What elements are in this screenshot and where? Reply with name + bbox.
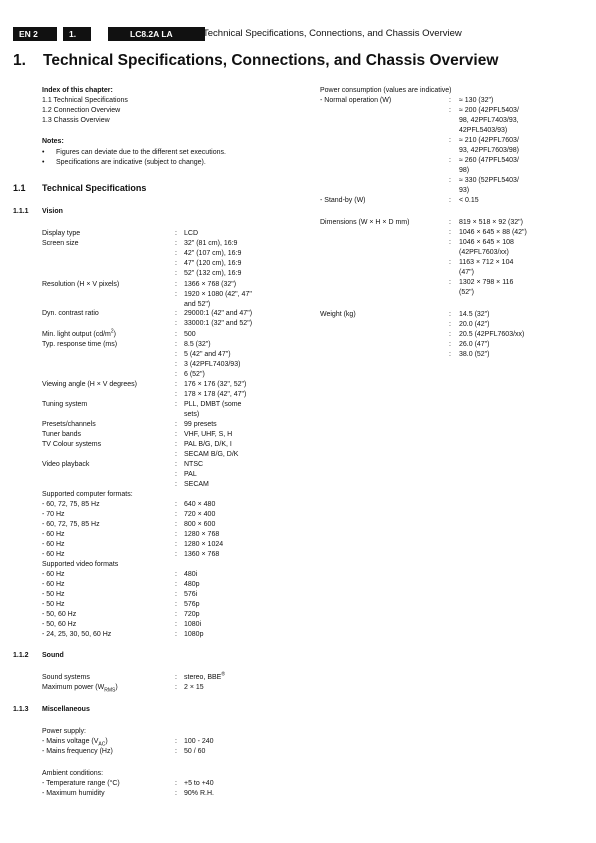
section-tag: EN 2	[13, 27, 57, 41]
format-res: 576p	[184, 601, 200, 608]
spec-value: 20.5 (42PFL7603/xx)	[459, 331, 525, 338]
spec-value: PLL, DMBT (some	[184, 401, 242, 408]
spec-value: 176 × 176 (32", 52")	[184, 381, 247, 388]
format-res: 1280 × 768	[184, 531, 220, 538]
spec-label: - Mains voltage $(V_{AC})$	[42, 738, 108, 748]
spec-label: Resolution (H × V pixels)	[42, 281, 120, 288]
spec-value: 42" (107 cm), 16:9	[184, 250, 242, 257]
chapter-title: Technical Specifications, Connections, and Chassis Overview	[43, 52, 499, 69]
spec-value: 819 × 518 × 92 (32")	[459, 219, 523, 226]
colon: :	[449, 137, 451, 144]
spec-value: 1302 × 798 × 116	[459, 279, 514, 286]
spec-label: - Temperature range (°C)	[42, 780, 120, 787]
colon: :	[449, 239, 451, 246]
format-freq: - 24, 25, 30, 50, 60 Hz	[42, 631, 112, 638]
colon: :	[449, 219, 451, 226]
subsection-number: 1.1.2	[13, 652, 29, 659]
spec-label: - Normal operation (W)	[320, 97, 392, 104]
colon: :	[175, 230, 177, 237]
colon: :	[175, 684, 177, 691]
spec-label: Dimensions (W × H × D mm)	[320, 219, 410, 226]
note-item: • Specifications are indicative (subject to change).	[56, 158, 206, 168]
colon: :	[175, 511, 177, 518]
colon: :	[175, 621, 177, 628]
note-item: • Figures can deviate due to the different set executions.	[56, 148, 226, 158]
colon: :	[449, 279, 451, 286]
spec-value: PAL B/G, D/K, I	[184, 441, 232, 448]
spec-value: 100 - 240	[184, 738, 214, 745]
colon: :	[175, 310, 177, 317]
spec-value: 3 (42PFL7403/93)	[184, 361, 241, 368]
colon: :	[175, 748, 177, 755]
colon: :	[449, 177, 451, 184]
subsection-number: 1.1.1	[13, 208, 29, 215]
format-res: 720 × 400	[184, 511, 216, 518]
spec-value: 26.0 (47")	[459, 341, 490, 348]
colon: :	[175, 250, 177, 257]
running-title: Technical Specifications, Connections, and Chassis Overview	[203, 28, 462, 39]
format-res: 1080p	[184, 631, 204, 638]
format-freq: - 50 Hz	[42, 601, 65, 608]
format-res: 640 × 480	[184, 501, 216, 508]
spec-label: Weight (kg)	[320, 311, 356, 318]
spec-value: stereo, BBE®	[184, 671, 226, 681]
spec-label: Display type	[42, 230, 81, 237]
spec-value: 500	[184, 331, 196, 338]
colon: :	[175, 381, 177, 388]
format-freq: - 60 Hz	[42, 531, 65, 538]
colon: :	[175, 351, 177, 358]
colon: :	[175, 738, 177, 745]
spec-value: SECAM B/G, D/K	[184, 451, 239, 458]
format-freq: - 60 Hz	[42, 581, 65, 588]
spec-group-label: Power supply:	[42, 728, 86, 735]
colon: :	[175, 581, 177, 588]
spec-value: 38.0 (52")	[459, 351, 490, 358]
model-tag: LC8.2A LA	[108, 27, 205, 41]
spec-value: 1046 × 645 × 108	[459, 239, 514, 246]
colon: :	[449, 311, 451, 318]
colon: :	[175, 631, 177, 638]
colon: :	[175, 790, 177, 797]
colon: :	[449, 259, 451, 266]
spec-value: 14.5 (32")	[459, 311, 490, 318]
format-res: 480p	[184, 581, 200, 588]
colon: :	[449, 97, 451, 104]
format-freq: - 60 Hz	[42, 551, 65, 558]
colon: :	[175, 391, 177, 398]
spec-label: Tuner bands	[42, 431, 82, 438]
colon: :	[175, 780, 177, 787]
spec-value: LCD	[184, 230, 199, 237]
spec-value: and 52")	[184, 301, 211, 308]
spec-label: Typ. response time (ms)	[42, 341, 118, 348]
spec-value: 98, 42PFL7403/93,	[459, 117, 519, 124]
format-freq: - 50, 60 Hz	[42, 611, 77, 618]
index-item: 1.1 Technical Specifications	[42, 97, 128, 104]
format-res: 1280 × 1024	[184, 541, 224, 548]
colon: :	[449, 107, 451, 114]
spec-value: 93, 42PFL7603/98)	[459, 147, 519, 154]
spec-value: NTSC	[184, 461, 204, 468]
power-consumption-title: Power consumption (values are indicative)	[320, 87, 452, 94]
colon: :	[175, 291, 177, 298]
colon: :	[175, 281, 177, 288]
spec-label: Sound systems	[42, 674, 90, 681]
spec-value: 47" (120 cm), 16:9	[184, 260, 242, 267]
page-header	[13, 27, 583, 41]
colon: :	[449, 197, 451, 204]
format-freq: - 70 Hz	[42, 511, 65, 518]
section-title: Technical Specifications	[42, 183, 147, 193]
format-freq: - 60, 72, 75, 85 Hz	[42, 501, 100, 508]
spec-label: - Maximum humidity	[42, 790, 105, 797]
chapter-heading	[13, 52, 498, 70]
spec-value: 52" (132 cm), 16:9	[184, 270, 242, 277]
colon: :	[175, 601, 177, 608]
subsection-title-sound: Sound	[42, 652, 64, 659]
spec-value: 1920 × 1080 (42", 47"	[184, 291, 252, 298]
colon: :	[175, 341, 177, 348]
colon: :	[449, 229, 451, 236]
spec-group-label: Supported video formats	[42, 561, 119, 568]
colon: :	[175, 521, 177, 528]
colon: :	[175, 551, 177, 558]
spec-value: 90% R.H.	[184, 790, 214, 797]
colon: :	[175, 331, 177, 338]
colon: :	[175, 270, 177, 277]
spec-value: PAL	[184, 471, 197, 478]
colon: :	[175, 240, 177, 247]
colon: :	[175, 471, 177, 478]
chapter-tag: 1.	[63, 27, 91, 41]
spec-label: Maximum power $(W_{RMS})$	[42, 684, 118, 694]
spec-value: 33000:1 (32" and 52")	[184, 320, 253, 327]
format-res: 576i	[184, 591, 198, 598]
colon: :	[175, 361, 177, 368]
colon: :	[175, 591, 177, 598]
format-res: 1080i	[184, 621, 202, 628]
index-item: 1.3 Chassis Overview	[42, 117, 110, 124]
chapter-number: 1.	[13, 52, 26, 69]
colon: :	[175, 371, 177, 378]
spec-value: sets)	[184, 411, 200, 418]
spec-value: 5 (42" and 47")	[184, 351, 231, 358]
spec-value: 8.5 (32")	[184, 341, 211, 348]
spec-label: Screen size	[42, 240, 79, 247]
spec-value: ≈ 130 (32")	[459, 97, 494, 104]
format-freq: - 50 Hz	[42, 591, 65, 598]
spec-value: (47")	[459, 269, 474, 276]
spec-value: 93)	[459, 187, 470, 194]
spec-value: 2 × 15	[184, 684, 204, 691]
spec-value: +5 to +40	[184, 780, 214, 787]
spec-value: 50 / 60	[184, 748, 206, 755]
spec-value: 98)	[459, 167, 470, 174]
section-number: 1.1	[13, 183, 26, 193]
subsection-title-vision: Vision	[42, 208, 63, 215]
colon: :	[175, 320, 177, 327]
colon: :	[175, 421, 177, 428]
spec-group-label: Supported computer formats:	[42, 491, 133, 498]
format-res: 720p	[184, 611, 200, 618]
colon: :	[175, 401, 177, 408]
colon: :	[175, 571, 177, 578]
spec-value: ≈ 210 (42PFL7603/	[459, 137, 519, 144]
index-item: 1.2 Connection Overview	[42, 107, 121, 114]
colon: :	[175, 501, 177, 508]
format-freq: - 60 Hz	[42, 541, 65, 548]
spec-value: ≈ 330 (52PFL5403/	[459, 177, 519, 184]
spec-value: (42PFL7603/xx)	[459, 249, 509, 256]
colon: :	[175, 441, 177, 448]
spec-value: 42PFL5403/93)	[459, 127, 508, 134]
colon: :	[175, 674, 177, 681]
spec-label: Presets/channels	[42, 421, 96, 428]
spec-value: 178 × 178 (42", 47")	[184, 391, 247, 398]
spec-value: 99 presets	[184, 421, 217, 428]
spec-label: - Stand-by (W)	[320, 197, 366, 204]
colon: :	[449, 331, 451, 338]
spec-value: 1046 × 645 × 88 (42")	[459, 229, 527, 236]
spec-value: 20.0 (42")	[459, 321, 490, 328]
notes-title: Notes:	[42, 138, 64, 145]
colon: :	[449, 321, 451, 328]
colon: :	[449, 157, 451, 164]
spec-value: 1366 × 768 (32")	[184, 281, 237, 288]
colon: :	[175, 431, 177, 438]
format-res: 800 × 600	[184, 521, 216, 528]
colon: :	[449, 341, 451, 348]
spec-label: - Mains frequency (Hz)	[42, 748, 113, 755]
colon: :	[175, 461, 177, 468]
format-freq: - 60, 72, 75, 85 Hz	[42, 521, 100, 528]
colon: :	[175, 481, 177, 488]
spec-value: 32" (81 cm), 16:9	[184, 240, 238, 247]
format-freq: - 60 Hz	[42, 571, 65, 578]
spec-value: 29000:1 (42" and 47")	[184, 310, 253, 317]
spec-label: Tuning system	[42, 401, 88, 408]
colon: :	[175, 611, 177, 618]
colon: :	[175, 531, 177, 538]
index-title: Index of this chapter:	[42, 87, 113, 94]
spec-value: (52")	[459, 289, 474, 296]
section-heading	[13, 183, 146, 193]
spec-value: ≈ 260 (47PFL5403/	[459, 157, 519, 164]
spec-label: Video playback	[42, 461, 90, 468]
spec-group-label: Ambient conditions:	[42, 770, 104, 777]
format-res: 1360 × 768	[184, 551, 220, 558]
spec-value: 1163 × 712 × 104	[459, 259, 514, 266]
spec-label: Dyn. contrast ratio	[42, 310, 99, 317]
spec-value: ≈ 200 (42PFL5403/	[459, 107, 519, 114]
spec-label: TV Colour systems	[42, 441, 102, 448]
spec-value: < 0.15	[459, 197, 479, 204]
spec-label: Min. light output $(cd/m^2)$	[42, 328, 116, 338]
spec-label: Viewing angle (H × V degrees)	[42, 381, 138, 388]
colon: :	[175, 451, 177, 458]
format-freq: - 50, 60 Hz	[42, 621, 77, 628]
colon: :	[175, 260, 177, 267]
format-res: 480i	[184, 571, 198, 578]
subsection-title-misc: Miscellaneous	[42, 706, 90, 713]
subsection-number: 1.1.3	[13, 706, 29, 713]
spec-value: VHF, UHF, S, H	[184, 431, 233, 438]
colon: :	[449, 351, 451, 358]
spec-value: SECAM	[184, 481, 209, 488]
spec-value: 6 (52")	[184, 371, 205, 378]
colon: :	[175, 541, 177, 548]
